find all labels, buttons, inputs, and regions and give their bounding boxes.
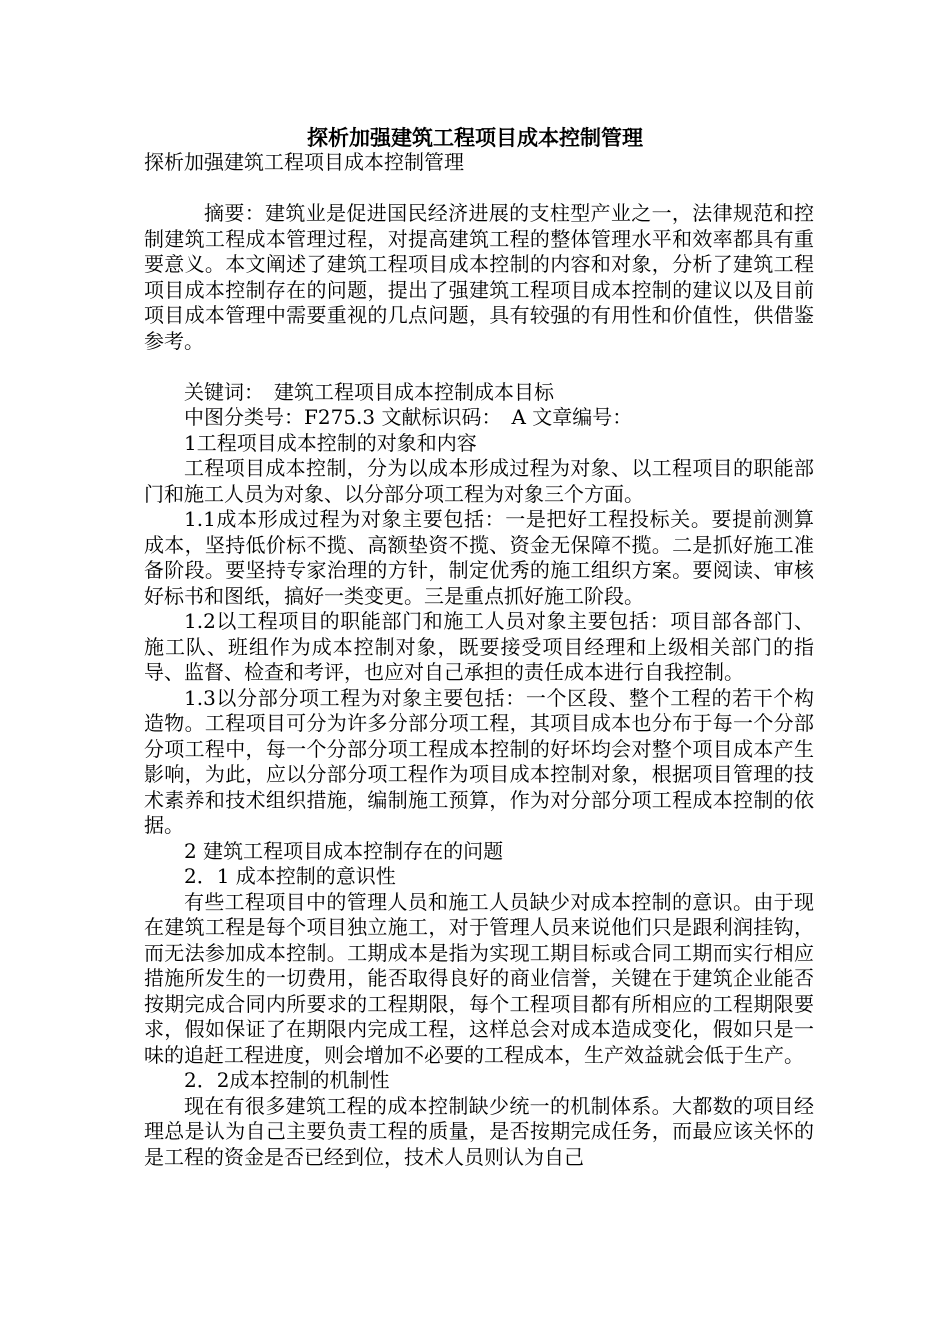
body-paragraph: 1.2以工程项目的职能部门和施工人员对象主要包括：项目部各部门、施工队、班组作为成本控制对象，既要接受项目经理和上级相关部门的指导、监督、检查和考评，也应对自己承担的责任成本进行自我控制。 (144, 609, 814, 684)
document-subtitle: 探析加强建筑工程项目成本控制管理 (144, 150, 464, 174)
document-body (144, 150, 814, 1170)
body-paragraph: 现在有很多建筑工程的成本控制缺少统一的机制体系。大都数的项目经理总是认为自己主要负责工程的质量，是否按期完成任务，而最应该关怀的是工程的资金是否已经到位，技术人员则认为自己 (144, 1093, 814, 1169)
body-paragraph: 有些工程项目中的管理人员和施工人员缺少对成本控制的意识。由于现在建筑工程是每个项目独立施工，对于管理人员来说他们只是跟利润挂钩，而无法参加成本控制。工期成本是指为实现工期目标或合同工期而实行相应措施所发生的一切费用，能否取得良好的商业信誉，关键在于建筑企业能否按期完成合同内所要求的工程期限，每个工程项目都有所相应的工程期限要求，假如保证了在期限内完成工程，这样总会对成本造成变化，假如只是一味的追赶工程进度，则会增加不必要的工程成本，生产效益就会低于生产。 (144, 889, 814, 1067)
keywords-line: 关键词： 建筑工程项目成本控制成本目标 (184, 379, 554, 404)
body-paragraph: 1.1成本形成过程为对象主要包括：一是把好工程投标关。要提前测算成本，坚持低价标不揽、高额垫资不揽、资金无保障不揽。二是抓好施工准备阶段。要坚持专家治理的方针，制定优秀的施工组织方案。要阅读、审核好标书和图纸，搞好一类变更。三是重点抓好施工阶段。 (144, 507, 814, 608)
body-paragraph: 1.3以分部分项工程为对象主要包括：一个区段、整个工程的若干个构造物。工程项目可分为许多分部分项工程，其项目成本也分布于每一个分部分项工程中，每一个分部分项工程成本控制的好坏均会对整个项目成本产生影响，为此，应以分部分项工程作为项目成本控制对象，根据项目管理的技术素养和技术组织措施，编制施工预算，作为对分部分项工程成本控制的依据。 (144, 685, 814, 837)
abstract-paragraph: 摘要：建筑业是促进国民经济进展的支柱型产业之一，法律规范和控制建筑工程成本管理过程，对提高建筑工程的整体管理水平和效率都具有重要意义。本文阐述了建筑工程项目成本控制的内容和对象，分析了建筑工程项目成本控制存在的问题，提出了强建筑工程项目成本控制的建议以及目前项目成本管理中需要重视的几点问题，具有较强的有用性和价值性，供借鉴参考。 (144, 201, 814, 353)
subsection-heading: 2．1 成本控制的意识性 (184, 864, 396, 888)
subsection-heading: 2．2成本控制的机制性 (184, 1068, 390, 1092)
document-title: 探析加强建筑工程项目成本控制管理 (307, 126, 643, 150)
body-paragraph: 工程项目成本控制，分为以成本形成过程为对象、以工程项目的职能部门和施工人员为对象、以分部分项工程为对象三个方面。 (144, 456, 814, 506)
section-heading-2: 2 建筑工程项目成本控制存在的问题 (184, 838, 504, 863)
section-heading-1: 1工程项目成本控制的对象和内容 (184, 430, 477, 455)
classification-line: 中图分类号：F275.3 文献标识码： A 文章编号： (184, 405, 633, 429)
